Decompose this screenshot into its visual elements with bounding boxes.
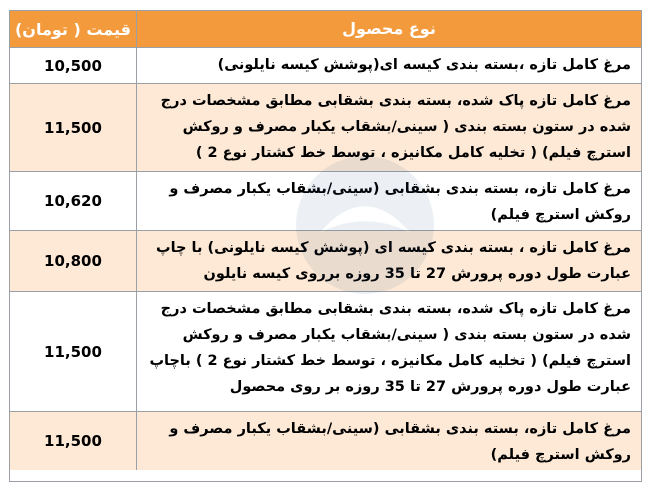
table-row [10,172,641,231]
row-price: 11,500 [10,412,137,470]
header-price: قیمت ( تومان) [10,11,137,47]
row-product: مرغ کامل تازه پاک شده، بسته بندی بشقابی مطابق مشخصات درج شده در ستون بسته بندی ( سینی/بشقاب یکبار مصرف و روکش استرچ فیلم) ( تخلیه کامل مکانیزه ، توسط خط کشتار نوع 2 ) [160,93,631,161]
table-row [10,84,641,172]
row-product: مرغ کامل تازه، بسته بندی بشقابی (سینی/بشقاب یکبار مصرف و روکش استرچ فیلم) [169,421,631,463]
table-row [10,48,641,84]
table-row [10,231,641,292]
price-table [9,10,642,482]
row-price: 11,500 [10,84,137,171]
table-row [10,412,641,470]
table-header [10,11,641,48]
row-price: 10,500 [10,48,137,83]
row-price: 10,620 [10,172,137,230]
row-product: مرغ کامل تازه ، بسته بندی کیسه ای (پوشش کیسه نایلونی) با چاپ عبارت طول دوره پرورش 27 تا 35 روزه برروی کیسه نایلون [156,240,631,282]
row-product: مرغ کامل تازه پاک شده، بسته بندی بشقابی مطابق مشخصات درج شده در ستون بسته بندی ( سینی/بشقاب یکبار مصرف و روکش استرچ فیلم) ( تخلیه کامل مکانیزه ، توسط خط کشتار نوع 2 ) باچاپ عبارت طول دوره پرورش 27 تا 35 روزه بر روی محصول [149,301,631,395]
table-row [10,292,641,412]
row-product: مرغ کامل تازه، بسته بندی بشقابی (سینی/بشقاب یکبار مصرف و روکش استرچ فیلم) [169,181,631,223]
header-product: نوع محصول [342,19,436,38]
row-price: 11,500 [10,292,137,411]
row-product: مرغ کامل تازه ،بسته بندی کیسه ای(پوشش کیسه نایلونی) [217,57,631,73]
row-price: 10,800 [10,231,137,291]
